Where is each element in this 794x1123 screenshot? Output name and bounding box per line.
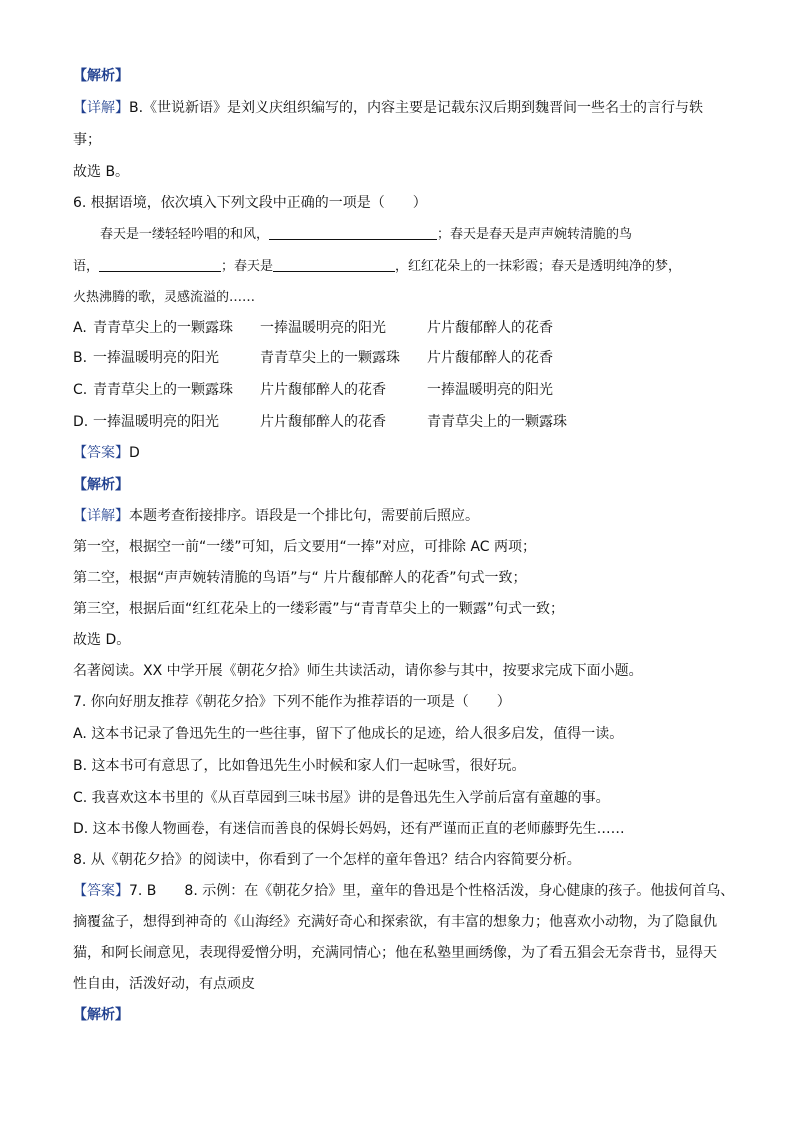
option-label: D. [73, 414, 89, 430]
detail-text: B.《世说新语》是刘义庆组织编写的，内容主要是记载东汉后期到魏晋间一些名士的言行与轶 [129, 100, 704, 116]
fill-blank-3 [273, 257, 395, 272]
detail-6-line-2: 第一空，根据空一前“一缕”可知，后文要用“一捧”对应，可排除 AC 两项； [73, 539, 537, 555]
answer-7-8-line-4: 性自由，活泼好动，有点顽皮 [73, 976, 255, 992]
option-label: B. [73, 350, 88, 366]
detail-paragraph-6 [73, 506, 479, 526]
analysis-heading-6: 【解析】 [73, 477, 129, 493]
option-choice-2: 片片馥郁醉人的花香 [260, 382, 386, 398]
detail-paragraph-5 [73, 98, 703, 118]
q6-passage-part: 语， [73, 259, 100, 274]
q6-passage-line-1 [100, 225, 632, 245]
analysis-heading-7-8: 【解析】 [73, 1007, 129, 1023]
option-choice-2: 一捧温暖明亮的阳光 [260, 320, 386, 336]
option-choice-3: 片片馥郁醉人的花香 [427, 320, 553, 336]
q6-passage-line-3: 火热沸腾的歌，灵感流溢的…… [73, 290, 256, 305]
answer-tag: 【答案】 [73, 883, 129, 899]
answer-tag: 【答案】 [73, 445, 129, 461]
detail-text: 本题考查衔接排序。语段是一个排比句，需要前后照应。 [129, 508, 479, 524]
q6-passage-line-2 [73, 257, 681, 277]
detail-continuation: 事； [73, 132, 101, 148]
choice-statement-6: 故选 D。 [73, 632, 131, 648]
option-choice-1: 一捧温暖明亮的阳光 [93, 350, 219, 366]
q7-option-d: D. 这本书像人物画卷，有迷信而善良的保姆长妈妈，还有严谨而正直的老师藤野先生…… [73, 821, 625, 837]
answer-7-8-line-3: 猫，和阿长闹意见，表现得爱憎分明，充满同情心；他在私塾里画绣像，为了看五猖会无奈背书，显得天 [73, 945, 717, 961]
fill-blank-1 [269, 225, 437, 240]
question-8-stem: 8. 从《朝花夕拾》的阅读中，你看到了一个怎样的童年鲁迅？结合内容简要分析。 [73, 852, 581, 868]
answer-text: 7. B 8. 示例：在《朝花夕拾》里，童年的鲁迅是个性格活泼，身心健康的孩子。他拔何首乌、 [129, 883, 735, 899]
option-choice-3: 片片馥郁醉人的花香 [427, 350, 553, 366]
detail-tag: 【详解】 [73, 100, 129, 116]
answer-7-8-line-1 [73, 881, 734, 901]
analysis-heading-1: 【解析】 [73, 68, 129, 84]
question-6-stem: 6. 根据语境，依次填入下列文段中正确的一项是（ ） [73, 195, 427, 211]
q6-passage-part: ；春天是春天是声声婉转清脆的鸟 [437, 227, 633, 242]
answer-6 [73, 443, 140, 463]
answer-7-8-line-2: 摘覆盆子，想得到神奇的《山海经》充满好奇心和探索欲，有丰富的想象力；他喜欢小动物，为了隐鼠仇 [73, 914, 717, 930]
reading-section-intro: 名著阅读。XX 中学开展《朝花夕拾》师生共读活动，请你参与其中，按要求完成下面小题。 [73, 663, 643, 679]
q6-passage-part: ，红红花朵上的一抹彩霞；春天是透明纯净的梦， [395, 259, 682, 274]
q7-option-c: C. 我喜欢这本书里的《从百草园到三味书屋》讲的是鲁迅先生入学前后富有童趣的事。 [73, 790, 610, 806]
choice-statement-5: 故选 B。 [73, 164, 130, 180]
option-choice-1: 一捧温暖明亮的阳光 [93, 414, 219, 430]
question-7-stem: 7. 你向好朋友推荐《朝花夕拾》下列不能作为推荐语的一项是（ ） [73, 694, 511, 710]
q6-passage-part: ；春天是 [221, 259, 274, 274]
option-label: C. [73, 382, 88, 398]
option-choice-3: 一捧温暖明亮的阳光 [427, 382, 553, 398]
fill-blank-2 [99, 257, 221, 272]
option-choice-3: 青青草尖上的一颗露珠 [427, 414, 567, 430]
q7-option-b: B. 这本书可有意思了，比如鲁迅先生小时候和家人们一起咏雪，很好玩。 [73, 758, 526, 774]
detail-tag: 【详解】 [73, 508, 129, 524]
option-label: A. [73, 320, 87, 336]
q6-passage-part: 春天是一缕轻轻吟唱的和风， [100, 227, 270, 242]
q7-option-a: A. 这本书记录了鲁迅先生的一些往事，留下了他成长的足迹，给人很多启发，值得一读。 [73, 726, 624, 742]
option-choice-2: 片片馥郁醉人的花香 [260, 414, 386, 430]
option-choice-2: 青青草尖上的一颗露珠 [260, 350, 400, 366]
answer-value: D [129, 445, 140, 461]
detail-6-line-4: 第三空，根据后面“红红花朵上的一缕彩霞”与“青青草尖上的一颗露”句式一致； [73, 601, 565, 617]
option-choice-1: 青青草尖上的一颗露珠 [93, 320, 233, 336]
option-choice-1: 青青草尖上的一颗露珠 [93, 382, 233, 398]
detail-6-line-3: 第二空，根据“声声婉转清脆的鸟语”与“ 片片馥郁醉人的花香”句式一致； [73, 570, 527, 586]
